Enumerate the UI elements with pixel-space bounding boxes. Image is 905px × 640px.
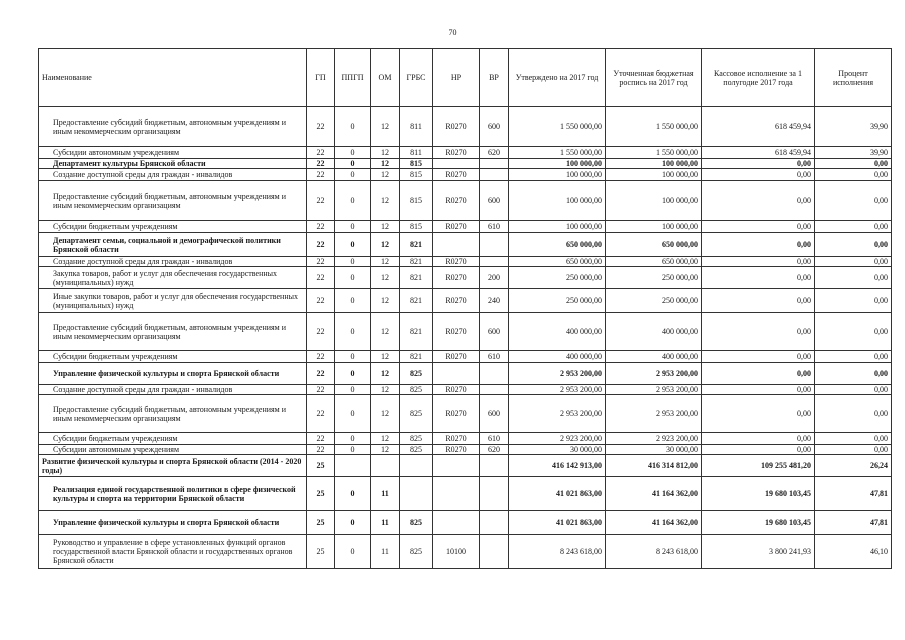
cell-vr <box>480 363 509 385</box>
cell-approved: 400 000,00 <box>509 313 606 351</box>
cell-vr: 610 <box>480 433 509 445</box>
cell-name: Предоставление субсидий бюджетным, автономным учреждениям и иным некоммерческим организациям <box>39 395 307 433</box>
cell-name: Субсидии бюджетным учреждениям <box>39 351 307 363</box>
table-row <box>39 289 892 313</box>
cell-om: 12 <box>371 395 400 433</box>
cell-ppgp: 0 <box>335 221 371 233</box>
cell-gp: 22 <box>307 221 335 233</box>
table-row <box>39 535 892 569</box>
cell-refined: 250 000,00 <box>606 267 702 289</box>
cell-name: Руководство и управление в сфере установленных функций органов государственной власти Брянской области и государственных органов Брянской области <box>39 535 307 569</box>
cell-cash: 618 459,94 <box>702 107 815 147</box>
cell-vr <box>480 233 509 257</box>
cell-nr: R0270 <box>433 257 480 267</box>
cell-vr: 610 <box>480 221 509 233</box>
table-row <box>39 511 892 535</box>
cell-nr <box>433 455 480 477</box>
cell-name: Предоставление субсидий бюджетным, автономным учреждениям и иным некоммерческим организациям <box>39 181 307 221</box>
cell-gp: 22 <box>307 169 335 181</box>
cell-refined: 400 000,00 <box>606 313 702 351</box>
table-row <box>39 221 892 233</box>
cell-ppgp: 0 <box>335 433 371 445</box>
cell-om: 11 <box>371 535 400 569</box>
cell-grbs: 815 <box>400 221 433 233</box>
table-row <box>39 267 892 289</box>
cell-om: 12 <box>371 313 400 351</box>
cell-percent: 0,00 <box>815 267 892 289</box>
cell-percent: 46,10 <box>815 535 892 569</box>
header-percent: Процент исполнения <box>815 49 892 107</box>
cell-cash: 0,00 <box>702 445 815 455</box>
cell-om: 12 <box>371 267 400 289</box>
cell-name: Реализация единой государственной политики в сфере физической культуры и спорта на территории Брянской области <box>39 477 307 511</box>
cell-gp: 22 <box>307 351 335 363</box>
cell-nr <box>433 477 480 511</box>
table-row <box>39 363 892 385</box>
table-row <box>39 107 892 147</box>
cell-percent: 47,81 <box>815 511 892 535</box>
header-vr: ВР <box>480 49 509 107</box>
cell-percent: 0,00 <box>815 363 892 385</box>
table-row <box>39 385 892 395</box>
cell-gp: 22 <box>307 433 335 445</box>
cell-grbs: 821 <box>400 233 433 257</box>
cell-cash: 3 800 241,93 <box>702 535 815 569</box>
cell-om: 12 <box>371 433 400 445</box>
cell-approved: 41 021 863,00 <box>509 511 606 535</box>
cell-vr: 620 <box>480 147 509 159</box>
cell-name: Субсидии автономным учреждениям <box>39 445 307 455</box>
cell-ppgp: 0 <box>335 289 371 313</box>
cell-name: Субсидии бюджетным учреждениям <box>39 221 307 233</box>
cell-name: Создание доступной среды для граждан - инвалидов <box>39 169 307 181</box>
table-row <box>39 455 892 477</box>
cell-cash: 0,00 <box>702 181 815 221</box>
cell-approved: 100 000,00 <box>509 159 606 169</box>
cell-nr: R0270 <box>433 169 480 181</box>
cell-grbs: 811 <box>400 147 433 159</box>
cell-refined: 1 550 000,00 <box>606 107 702 147</box>
cell-om: 12 <box>371 289 400 313</box>
cell-approved: 250 000,00 <box>509 267 606 289</box>
cell-percent: 26,24 <box>815 455 892 477</box>
cell-approved: 250 000,00 <box>509 289 606 313</box>
cell-approved: 8 243 618,00 <box>509 535 606 569</box>
header-om: ОМ <box>371 49 400 107</box>
cell-gp: 22 <box>307 385 335 395</box>
cell-om <box>371 455 400 477</box>
cell-grbs: 815 <box>400 169 433 181</box>
cell-ppgp: 0 <box>335 233 371 257</box>
cell-gp: 25 <box>307 511 335 535</box>
cell-nr: R0270 <box>433 147 480 159</box>
cell-vr <box>480 477 509 511</box>
cell-approved: 2 923 200,00 <box>509 433 606 445</box>
cell-ppgp <box>335 455 371 477</box>
cell-percent: 0,00 <box>815 445 892 455</box>
cell-cash: 19 680 103,45 <box>702 477 815 511</box>
cell-nr: R0270 <box>433 351 480 363</box>
cell-nr <box>433 511 480 535</box>
cell-percent: 0,00 <box>815 313 892 351</box>
cell-om: 12 <box>371 351 400 363</box>
table-row <box>39 159 892 169</box>
cell-percent: 47,81 <box>815 477 892 511</box>
cell-percent: 0,00 <box>815 289 892 313</box>
cell-approved: 1 550 000,00 <box>509 147 606 159</box>
cell-ppgp: 0 <box>335 257 371 267</box>
cell-om: 12 <box>371 147 400 159</box>
cell-om: 12 <box>371 181 400 221</box>
cell-ppgp: 0 <box>335 267 371 289</box>
cell-name: Департамент культуры Брянской области <box>39 159 307 169</box>
table-row <box>39 433 892 445</box>
cell-vr: 240 <box>480 289 509 313</box>
cell-percent: 0,00 <box>815 257 892 267</box>
cell-cash: 0,00 <box>702 267 815 289</box>
page-number: 70 <box>448 28 457 37</box>
cell-ppgp: 0 <box>335 363 371 385</box>
header-cash: Кассовое исполнение за 1 полугодие 2017 года <box>702 49 815 107</box>
cell-name: Предоставление субсидий бюджетным, автономным учреждениям и иным некоммерческим организациям <box>39 107 307 147</box>
cell-approved: 400 000,00 <box>509 351 606 363</box>
cell-cash: 0,00 <box>702 289 815 313</box>
cell-grbs <box>400 455 433 477</box>
cell-ppgp: 0 <box>335 511 371 535</box>
cell-gp: 22 <box>307 363 335 385</box>
cell-name: Департамент семьи, социальной и демографической политики Брянской области <box>39 233 307 257</box>
cell-om: 12 <box>371 257 400 267</box>
cell-percent: 0,00 <box>815 351 892 363</box>
cell-gp: 22 <box>307 107 335 147</box>
cell-om: 12 <box>371 221 400 233</box>
header-gp: ГП <box>307 49 335 107</box>
cell-cash: 0,00 <box>702 221 815 233</box>
cell-vr: 200 <box>480 267 509 289</box>
cell-nr <box>433 159 480 169</box>
cell-refined: 100 000,00 <box>606 221 702 233</box>
cell-gp: 22 <box>307 445 335 455</box>
cell-refined: 30 000,00 <box>606 445 702 455</box>
cell-om: 12 <box>371 363 400 385</box>
cell-nr: R0270 <box>433 289 480 313</box>
cell-gp: 22 <box>307 147 335 159</box>
cell-nr: R0270 <box>433 267 480 289</box>
cell-name: Предоставление субсидий бюджетным, автономным учреждениям и иным некоммерческим организациям <box>39 313 307 351</box>
cell-nr: R0270 <box>433 395 480 433</box>
cell-refined: 650 000,00 <box>606 257 702 267</box>
cell-vr <box>480 169 509 181</box>
cell-om: 12 <box>371 169 400 181</box>
cell-gp: 22 <box>307 395 335 433</box>
cell-refined: 100 000,00 <box>606 159 702 169</box>
cell-name: Субсидии автономным учреждениям <box>39 147 307 159</box>
cell-refined: 2 953 200,00 <box>606 363 702 385</box>
cell-grbs: 825 <box>400 445 433 455</box>
cell-percent: 39,90 <box>815 147 892 159</box>
cell-nr: R0270 <box>433 107 480 147</box>
cell-percent: 0,00 <box>815 169 892 181</box>
table-row <box>39 313 892 351</box>
cell-approved: 100 000,00 <box>509 169 606 181</box>
table-row <box>39 395 892 433</box>
cell-name: Создание доступной среды для граждан - инвалидов <box>39 257 307 267</box>
cell-ppgp: 0 <box>335 147 371 159</box>
cell-gp: 25 <box>307 455 335 477</box>
header-grbs: ГРБС <box>400 49 433 107</box>
cell-gp: 25 <box>307 535 335 569</box>
cell-grbs: 821 <box>400 351 433 363</box>
cell-approved: 30 000,00 <box>509 445 606 455</box>
cell-grbs: 821 <box>400 257 433 267</box>
cell-approved: 2 953 200,00 <box>509 363 606 385</box>
cell-ppgp: 0 <box>335 351 371 363</box>
cell-percent: 39,90 <box>815 107 892 147</box>
cell-percent: 0,00 <box>815 395 892 433</box>
cell-name: Закупка товаров, работ и услуг для обеспечения государственных (муниципальных) нужд <box>39 267 307 289</box>
cell-vr: 600 <box>480 395 509 433</box>
cell-grbs: 821 <box>400 313 433 351</box>
cell-nr: R0270 <box>433 313 480 351</box>
cell-name: Управление физической культуры и спорта Брянской области <box>39 511 307 535</box>
cell-om: 12 <box>371 159 400 169</box>
cell-grbs: 815 <box>400 181 433 221</box>
cell-nr: R0270 <box>433 221 480 233</box>
cell-nr: R0270 <box>433 445 480 455</box>
cell-approved: 416 142 913,00 <box>509 455 606 477</box>
cell-refined: 250 000,00 <box>606 289 702 313</box>
cell-gp: 22 <box>307 233 335 257</box>
cell-gp: 22 <box>307 289 335 313</box>
cell-cash: 0,00 <box>702 313 815 351</box>
cell-cash: 0,00 <box>702 169 815 181</box>
cell-cash: 19 680 103,45 <box>702 511 815 535</box>
cell-refined: 2 953 200,00 <box>606 395 702 433</box>
cell-percent: 0,00 <box>815 221 892 233</box>
cell-cash: 0,00 <box>702 395 815 433</box>
cell-name: Развитие физической культуры и спорта Брянской области (2014 - 2020 годы) <box>39 455 307 477</box>
cell-percent: 0,00 <box>815 233 892 257</box>
cell-gp: 22 <box>307 181 335 221</box>
cell-om: 12 <box>371 107 400 147</box>
cell-cash: 0,00 <box>702 257 815 267</box>
cell-approved: 100 000,00 <box>509 221 606 233</box>
cell-approved: 2 953 200,00 <box>509 395 606 433</box>
cell-cash: 109 255 481,20 <box>702 455 815 477</box>
cell-ppgp: 0 <box>335 169 371 181</box>
cell-gp: 22 <box>307 257 335 267</box>
table-row <box>39 351 892 363</box>
cell-refined: 100 000,00 <box>606 181 702 221</box>
cell-percent: 0,00 <box>815 433 892 445</box>
cell-vr <box>480 159 509 169</box>
cell-name: Субсидии бюджетным учреждениям <box>39 433 307 445</box>
cell-nr: R0270 <box>433 385 480 395</box>
table-body <box>39 107 892 569</box>
cell-nr: R0270 <box>433 433 480 445</box>
cell-ppgp: 0 <box>335 535 371 569</box>
cell-refined: 400 000,00 <box>606 351 702 363</box>
cell-om: 11 <box>371 477 400 511</box>
cell-percent: 0,00 <box>815 181 892 221</box>
cell-grbs: 825 <box>400 535 433 569</box>
cell-refined: 100 000,00 <box>606 169 702 181</box>
cell-grbs: 825 <box>400 363 433 385</box>
cell-name: Управление физической культуры и спорта Брянской области <box>39 363 307 385</box>
cell-gp: 22 <box>307 313 335 351</box>
cell-cash: 0,00 <box>702 385 815 395</box>
cell-refined: 41 164 362,00 <box>606 477 702 511</box>
cell-cash: 618 459,94 <box>702 147 815 159</box>
cell-vr: 600 <box>480 313 509 351</box>
table-row <box>39 169 892 181</box>
cell-refined: 2 923 200,00 <box>606 433 702 445</box>
cell-cash: 0,00 <box>702 233 815 257</box>
cell-refined: 650 000,00 <box>606 233 702 257</box>
header-name: Наименование <box>39 49 307 107</box>
cell-grbs: 821 <box>400 267 433 289</box>
cell-vr <box>480 535 509 569</box>
cell-grbs: 815 <box>400 159 433 169</box>
header-nr: НР <box>433 49 480 107</box>
cell-ppgp: 0 <box>335 313 371 351</box>
cell-name: Иные закупки товаров, работ и услуг для обеспечения государственных (муниципальных) нужд <box>39 289 307 313</box>
cell-percent: 0,00 <box>815 385 892 395</box>
cell-refined: 416 314 812,00 <box>606 455 702 477</box>
cell-vr <box>480 511 509 535</box>
cell-grbs: 825 <box>400 395 433 433</box>
cell-grbs: 825 <box>400 433 433 445</box>
header-refined: Уточненная бюджетная роспись на 2017 год <box>606 49 702 107</box>
cell-cash: 0,00 <box>702 433 815 445</box>
cell-ppgp: 0 <box>335 445 371 455</box>
cell-approved: 650 000,00 <box>509 257 606 267</box>
cell-gp: 22 <box>307 267 335 289</box>
cell-grbs: 825 <box>400 385 433 395</box>
cell-om: 12 <box>371 385 400 395</box>
cell-nr: 10100 <box>433 535 480 569</box>
table-row <box>39 233 892 257</box>
cell-approved: 1 550 000,00 <box>509 107 606 147</box>
cell-vr <box>480 455 509 477</box>
cell-refined: 2 953 200,00 <box>606 385 702 395</box>
cell-grbs: 825 <box>400 511 433 535</box>
cell-cash: 0,00 <box>702 159 815 169</box>
table-row <box>39 181 892 221</box>
cell-grbs <box>400 477 433 511</box>
cell-vr <box>480 385 509 395</box>
cell-grbs: 821 <box>400 289 433 313</box>
cell-vr: 620 <box>480 445 509 455</box>
cell-ppgp: 0 <box>335 107 371 147</box>
table-row <box>39 445 892 455</box>
cell-vr <box>480 257 509 267</box>
cell-om: 12 <box>371 445 400 455</box>
table-header-row <box>39 49 892 107</box>
cell-cash: 0,00 <box>702 351 815 363</box>
cell-refined: 8 243 618,00 <box>606 535 702 569</box>
cell-nr <box>433 233 480 257</box>
cell-nr: R0270 <box>433 181 480 221</box>
cell-name: Создание доступной среды для граждан - инвалидов <box>39 385 307 395</box>
cell-ppgp: 0 <box>335 385 371 395</box>
cell-approved: 2 953 200,00 <box>509 385 606 395</box>
cell-nr <box>433 363 480 385</box>
cell-percent: 0,00 <box>815 159 892 169</box>
cell-ppgp: 0 <box>335 181 371 221</box>
cell-grbs: 811 <box>400 107 433 147</box>
cell-refined: 41 164 362,00 <box>606 511 702 535</box>
cell-refined: 1 550 000,00 <box>606 147 702 159</box>
cell-gp: 22 <box>307 159 335 169</box>
cell-approved: 41 021 863,00 <box>509 477 606 511</box>
header-ppgp: ППГП <box>335 49 371 107</box>
cell-cash: 0,00 <box>702 363 815 385</box>
cell-approved: 100 000,00 <box>509 181 606 221</box>
cell-om: 12 <box>371 233 400 257</box>
cell-vr: 610 <box>480 351 509 363</box>
table-row <box>39 477 892 511</box>
cell-vr: 600 <box>480 181 509 221</box>
cell-ppgp: 0 <box>335 395 371 433</box>
table-row <box>39 257 892 267</box>
cell-approved: 650 000,00 <box>509 233 606 257</box>
cell-om: 11 <box>371 511 400 535</box>
cell-ppgp: 0 <box>335 477 371 511</box>
cell-gp: 25 <box>307 477 335 511</box>
cell-ppgp: 0 <box>335 159 371 169</box>
cell-vr: 600 <box>480 107 509 147</box>
table-row <box>39 147 892 159</box>
budget-table <box>38 48 892 569</box>
header-approved: Утверждено на 2017 год <box>509 49 606 107</box>
